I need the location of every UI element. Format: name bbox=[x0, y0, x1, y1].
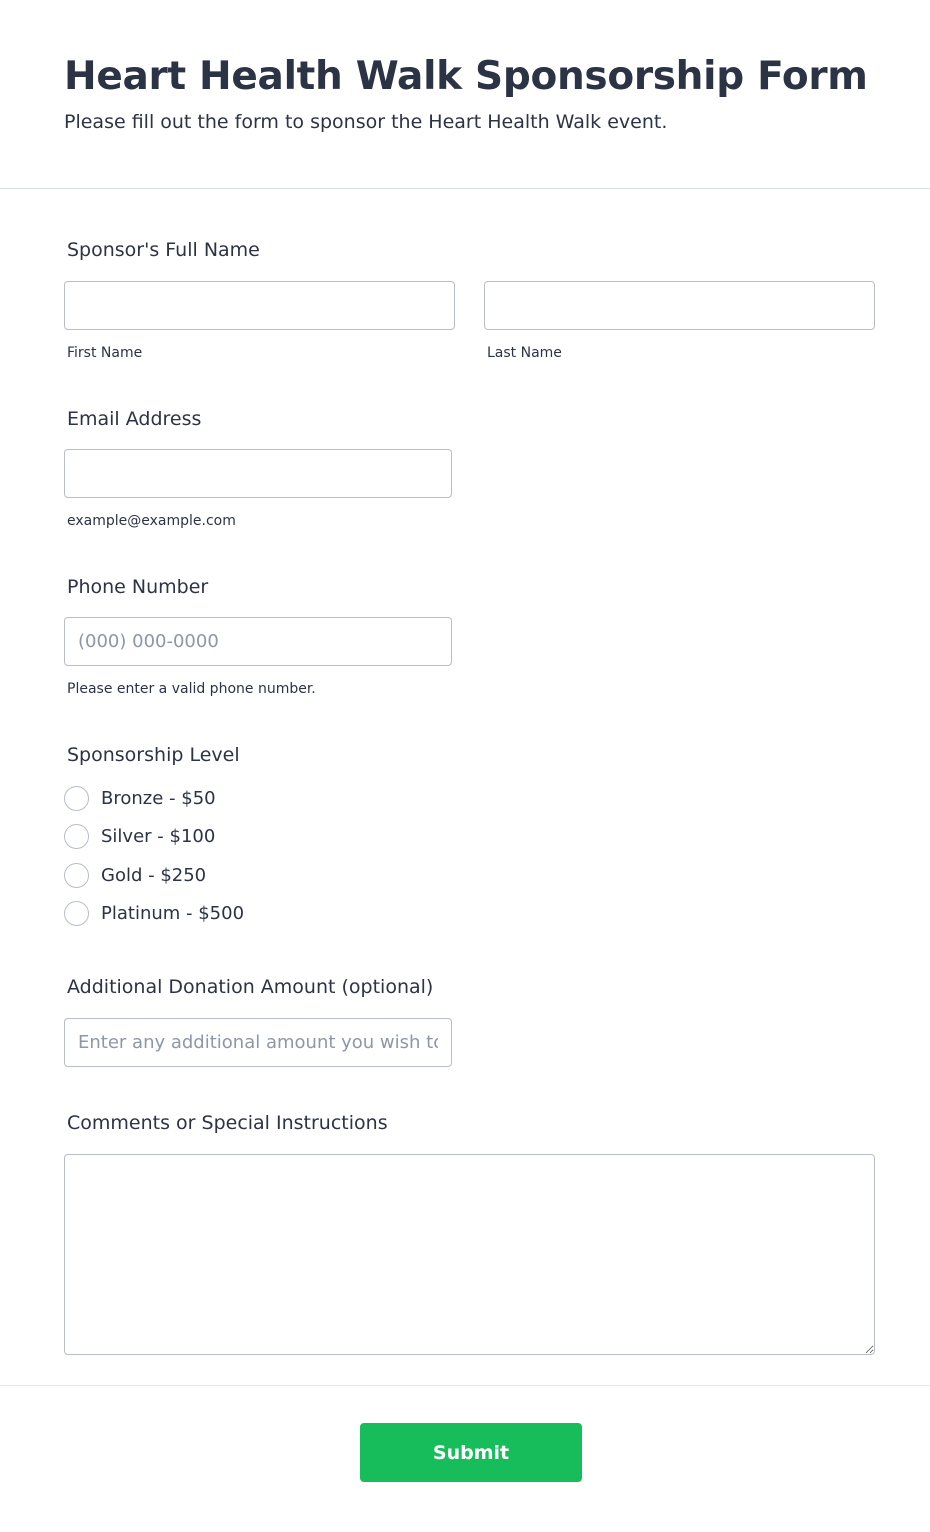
donation-amount-input[interactable] bbox=[64, 1018, 452, 1067]
radio-label: Platinum - $500 bbox=[101, 902, 245, 924]
radio-option-bronze[interactable] bbox=[64, 785, 216, 811]
sponsorship-level-label: Sponsorship Level bbox=[67, 744, 240, 766]
radio-label: Bronze - $50 bbox=[101, 787, 216, 809]
radio-label: Silver - $100 bbox=[101, 825, 216, 847]
radio-option-gold[interactable] bbox=[64, 862, 206, 888]
phone-label: Phone Number bbox=[67, 576, 209, 598]
form-title: Heart Health Walk Sponsorship Form bbox=[64, 54, 868, 99]
comments-label: Comments or Special Instructions bbox=[67, 1112, 388, 1134]
last-name-sublabel: Last Name bbox=[487, 345, 562, 361]
phone-field[interactable] bbox=[64, 617, 452, 666]
radio-button[interactable] bbox=[64, 863, 89, 888]
radio-button[interactable] bbox=[64, 786, 89, 811]
last-name-input[interactable] bbox=[484, 281, 875, 330]
phone-sublabel: Please enter a valid phone number. bbox=[67, 681, 316, 697]
radio-button[interactable] bbox=[64, 824, 89, 849]
email-sublabel: example@example.com bbox=[67, 513, 236, 529]
comments-textarea[interactable] bbox=[64, 1154, 875, 1355]
footer-divider bbox=[0, 1385, 930, 1386]
email-label: Email Address bbox=[67, 408, 202, 430]
sponsor-name-label: Sponsor's Full Name bbox=[67, 239, 260, 261]
donation-label: Additional Donation Amount (optional) bbox=[67, 976, 434, 998]
radio-option-platinum[interactable] bbox=[64, 900, 244, 926]
form-header bbox=[0, 0, 930, 189]
radio-button[interactable] bbox=[64, 901, 89, 926]
first-name-sublabel: First Name bbox=[67, 345, 143, 361]
submit-button[interactable]: Submit bbox=[360, 1423, 582, 1482]
radio-option-silver[interactable] bbox=[64, 823, 215, 849]
email-field[interactable] bbox=[64, 449, 452, 498]
first-name-input[interactable] bbox=[64, 281, 455, 330]
form-subtitle: Please fill out the form to sponsor the Heart Health Walk event. bbox=[64, 111, 668, 133]
radio-label: Gold - $250 bbox=[101, 864, 207, 886]
